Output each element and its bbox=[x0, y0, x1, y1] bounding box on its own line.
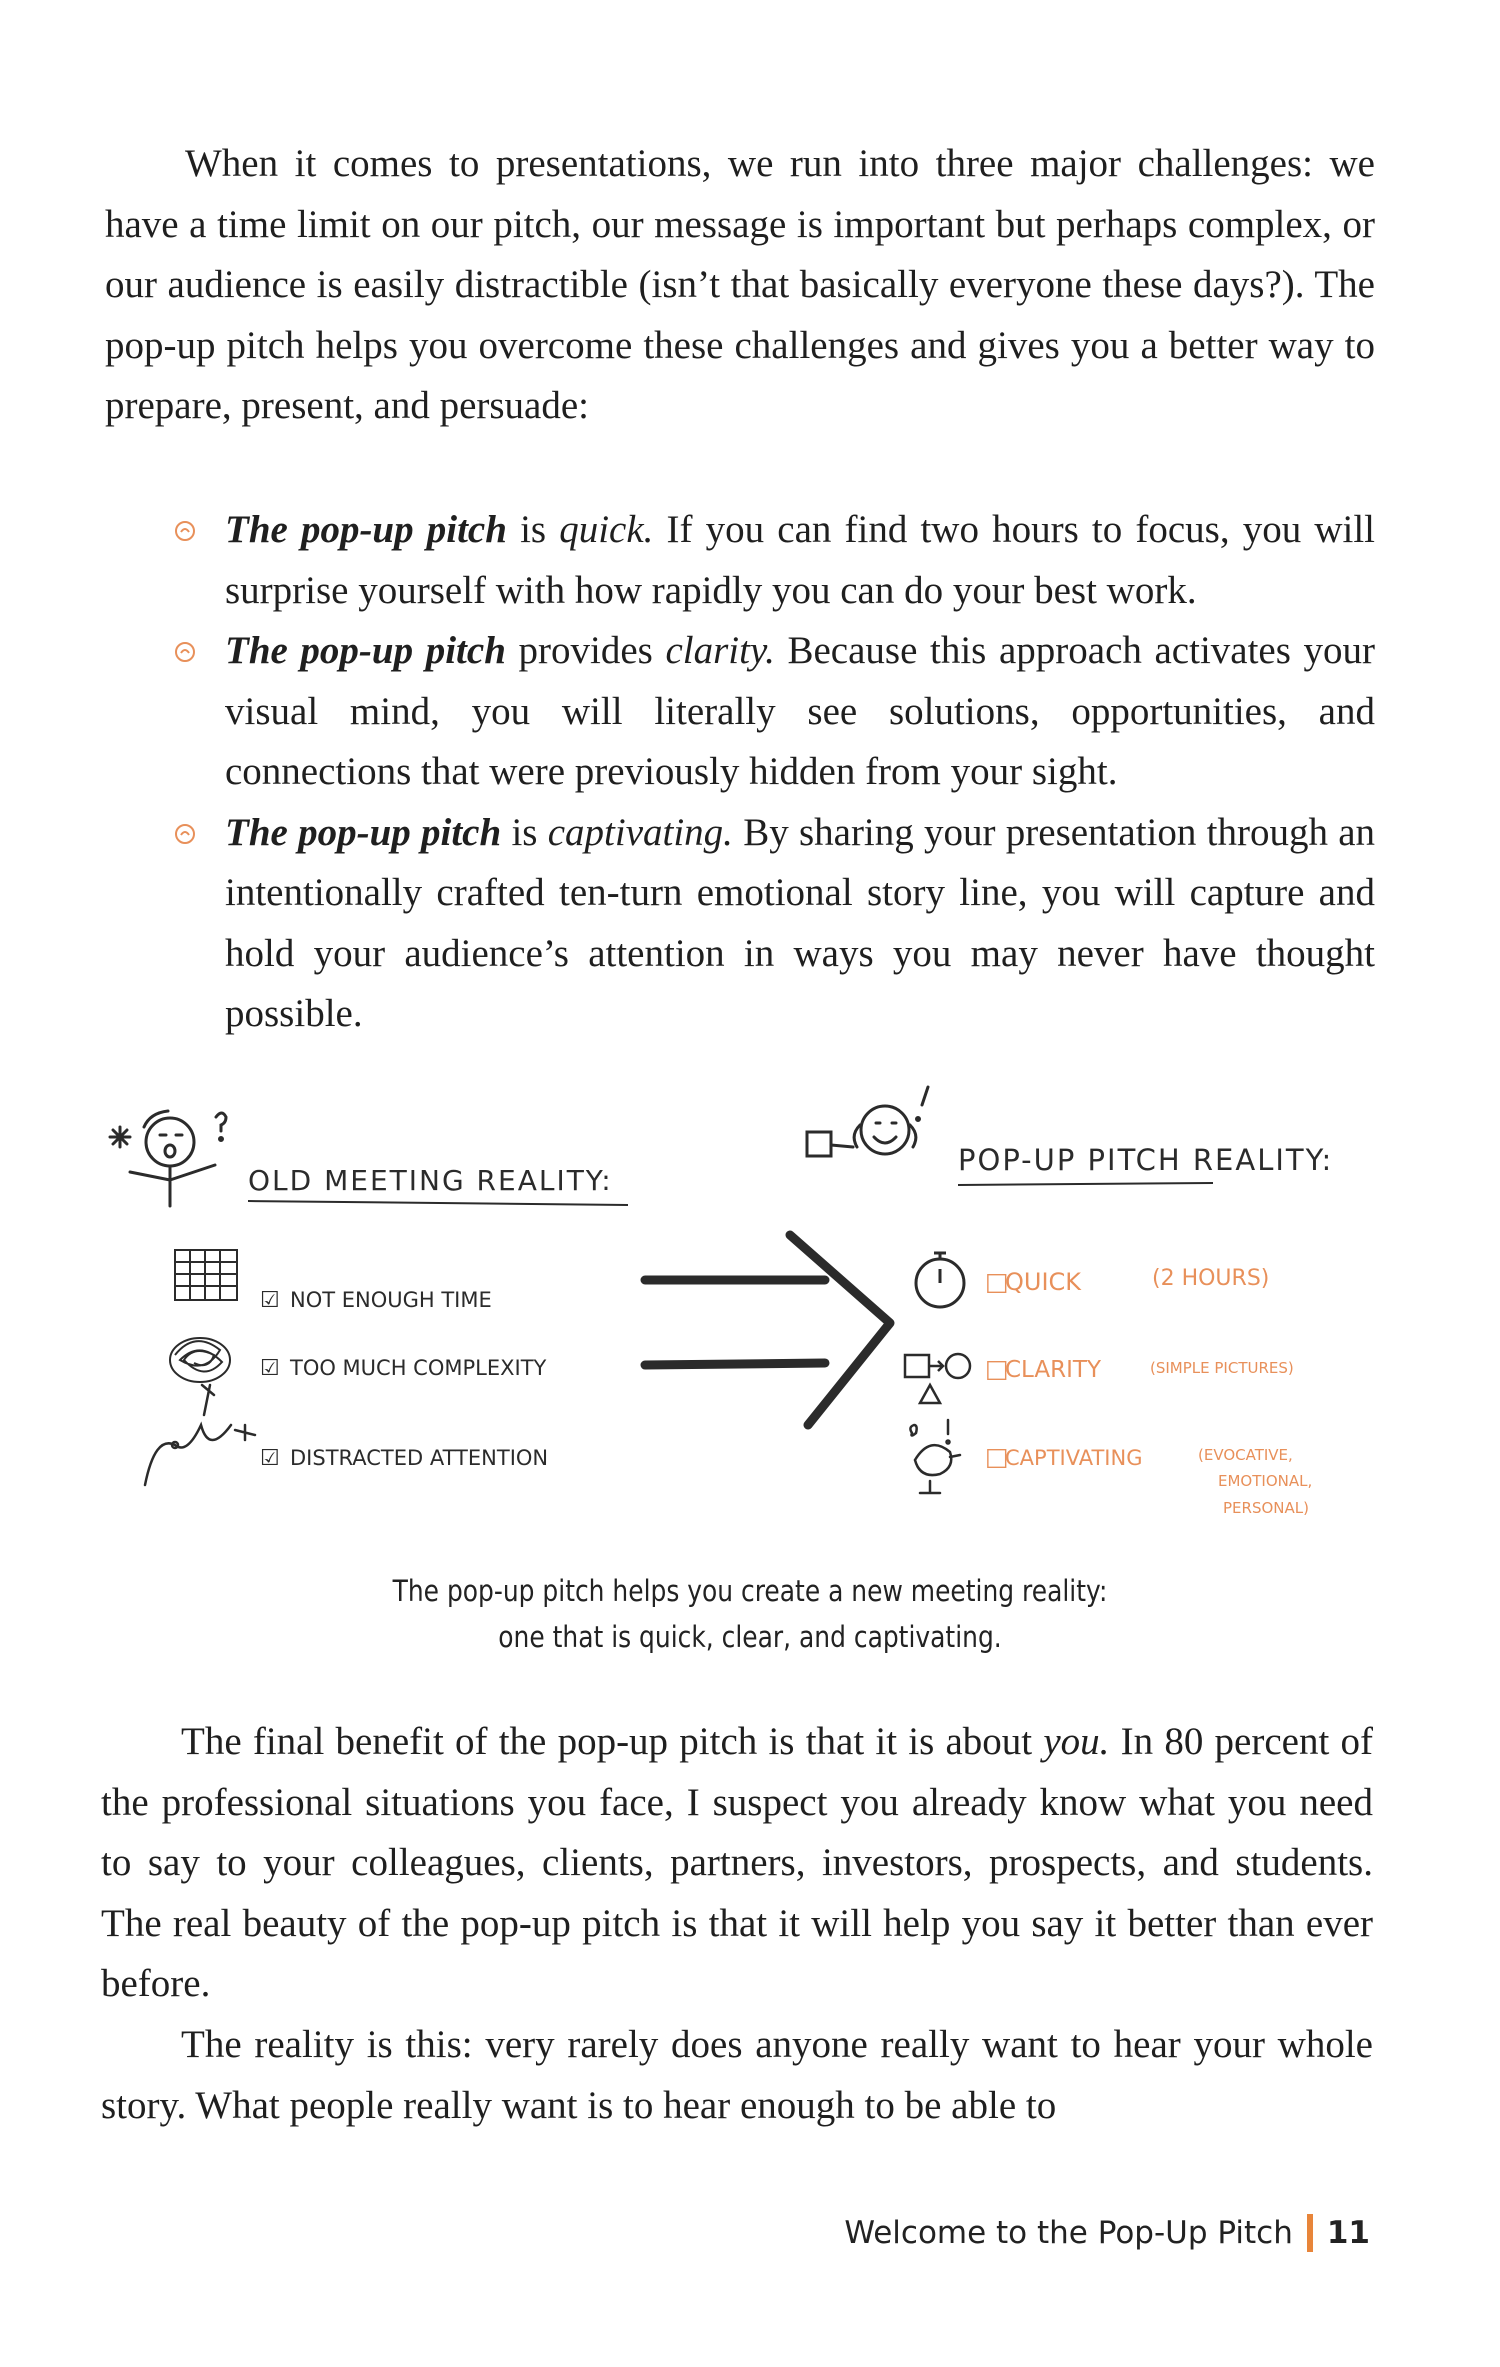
new-item-quick: QUICK bbox=[1005, 1268, 1082, 1296]
old-reality-title: OLD MEETING REALITY: bbox=[248, 1164, 613, 1197]
stressed-figure-icon bbox=[110, 1111, 226, 1206]
calendar-icon bbox=[175, 1250, 237, 1300]
new-item-captivating: CAPTIVATING bbox=[1005, 1446, 1143, 1470]
old-item-complexity: TOO MUCH COMPLEXITY bbox=[290, 1356, 547, 1380]
new-item-clarity: CLARITY bbox=[1005, 1357, 1101, 1383]
benefits-list bbox=[170, 500, 1375, 1045]
bullet-swirl-icon bbox=[174, 520, 196, 542]
arrow-right-icon bbox=[645, 1235, 890, 1425]
simple-shapes-icon bbox=[905, 1354, 970, 1403]
bird-icon bbox=[910, 1420, 960, 1493]
intro-paragraph: When it comes to presentations, we run into three major challenges: we have a time limit on our pitch, our message is important but perhaps complex, or our audience is easily distractible (isn’t that basically everyone these days?). The pop-up pitch helps you overcome these challenges and gives you a better way to prepare, present, and persuade: bbox=[105, 142, 1375, 427]
checked-box-icon: ☑ bbox=[260, 1288, 280, 1313]
running-title: Welcome to the Pop-Up Pitch bbox=[844, 2215, 1293, 2251]
happy-figure-icon bbox=[807, 1087, 928, 1156]
empty-box-icon: □ bbox=[985, 1442, 1009, 1471]
complexity-scribble-icon bbox=[170, 1338, 230, 1382]
checked-box-icon: ☑ bbox=[260, 1356, 280, 1381]
new-item-clarity-note: (SIMPLE PICTURES) bbox=[1150, 1359, 1294, 1377]
checked-box-icon: ☑ bbox=[260, 1446, 280, 1471]
new-item-captivating-note: PERSONAL) bbox=[1223, 1499, 1309, 1517]
new-item-captivating-note: EMOTIONAL, bbox=[1218, 1472, 1313, 1490]
list-item: The pop-up pitch provides clarity. Because this approach activates your visual mind, you will literally see solutions, opportunities, and connections that were previously hidden from your sight. bbox=[170, 621, 1375, 803]
figure-caption: The pop-up pitch helps you create a new meeting reality: one that is quick, clear, and captivating. bbox=[392, 1574, 1108, 1654]
list-item: The pop-up pitch is quick. If you can find two hours to focus, you will surprise yourself with how rapidly you can do your best work. bbox=[170, 500, 1375, 621]
old-item-attention: DISTRACTED ATTENTION bbox=[290, 1446, 549, 1470]
page-number: 11 bbox=[1326, 2215, 1370, 2251]
reality-paragraph: The reality is this: very rarely does anyone really want to hear your whole story. What people really want is to hear enough to be able to bbox=[101, 2023, 1373, 2127]
page-footer bbox=[844, 2214, 1370, 2252]
stopwatch-icon bbox=[916, 1253, 964, 1307]
final-benefit-paragraph: The final benefit of the pop-up pitch is that it is about you. In 80 percent of the professional situations you face, I suspect you already know what you need to say to your colleagues, clients, partners, investors, prospects, and students. The real beauty of the pop-up pitch is that it will help you say it better than ever before. bbox=[101, 1720, 1373, 2005]
title-underline bbox=[958, 1183, 1213, 1185]
bullet-swirl-icon bbox=[174, 641, 196, 663]
footer-divider bbox=[1307, 2214, 1313, 2252]
empty-box-icon: □ bbox=[985, 1267, 1009, 1296]
empty-box-icon: □ bbox=[985, 1354, 1009, 1383]
old-item-time: NOT ENOUGH TIME bbox=[290, 1288, 492, 1312]
new-item-captivating-note: (EVOCATIVE, bbox=[1198, 1446, 1293, 1464]
bullet-swirl-icon bbox=[174, 823, 196, 845]
meeting-reality-illustration bbox=[100, 1085, 1380, 1555]
new-reality-title: POP-UP PITCH REALITY: bbox=[958, 1143, 1334, 1177]
list-item: The pop-up pitch is captivating. By sharing your presentation through an intentionally crafted ten-turn emotional story line, you will capture and hold your audience’s attention in ways you may never have thought possible. bbox=[170, 803, 1375, 1045]
title-underline bbox=[248, 1201, 628, 1205]
distracted-figure-icon bbox=[145, 1385, 255, 1485]
new-item-quick-note: (2 HOURS) bbox=[1152, 1266, 1270, 1291]
